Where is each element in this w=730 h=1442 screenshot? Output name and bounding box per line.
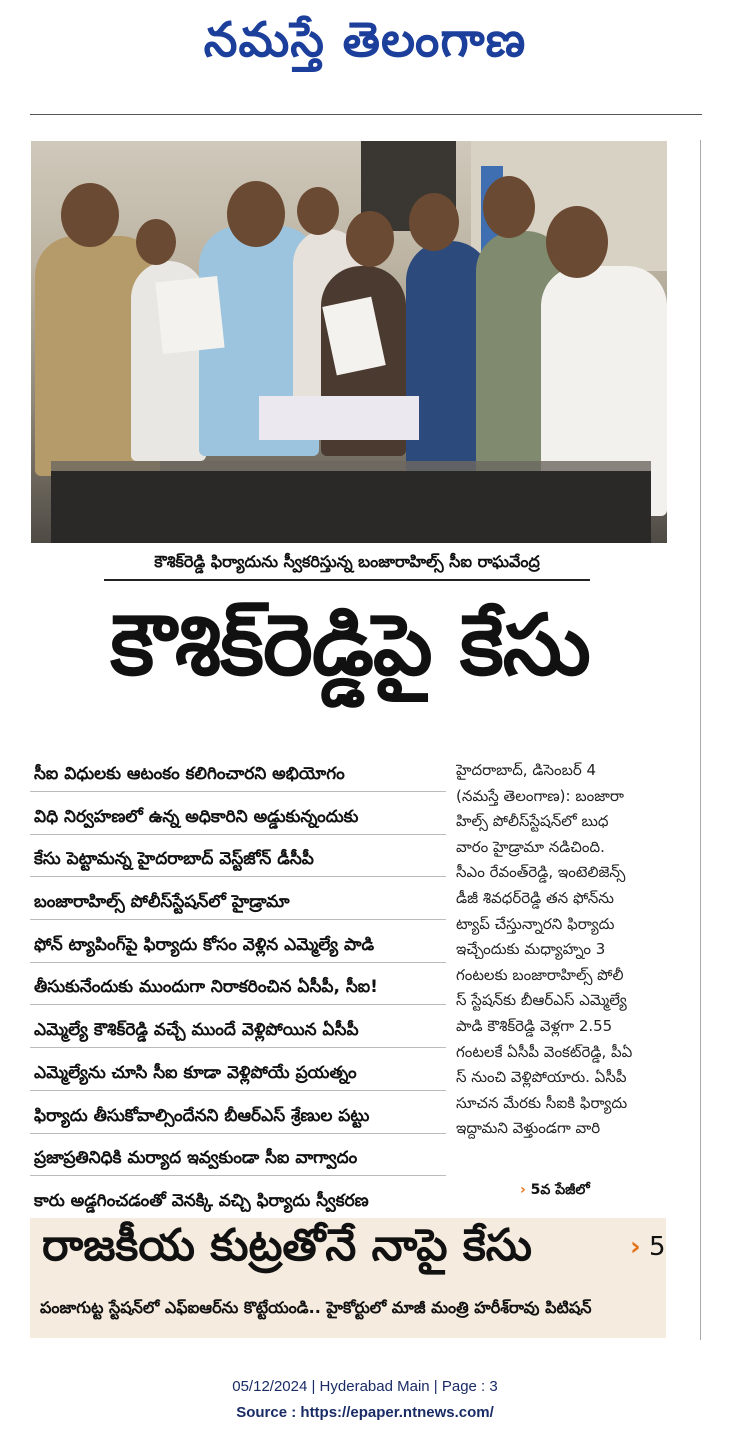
body-line: ఇచ్చేందుకు మధ్యాహ్నం 3 [456,940,606,959]
bullet-item: విధి నిర్వహణలో ఉన్న అధికారిని అడ్డుకున్నందుకు [30,801,446,835]
body-line: స్ నుంచి వెళ్లిపోయారు. ఏసీపీ [456,1068,627,1087]
masthead-rule [30,114,702,115]
footer-date-edition: 05/12/2024 | Hyderabad Main | Page : 3 [232,1378,498,1395]
body-line: ట్యాప్ చేస్తున్నారని ఫిర్యాదు [456,914,615,933]
body-line: పాడి కౌశిక్‌రెడ్డి వెళ్లగా 2.55 [456,1016,613,1035]
photo-head [227,181,285,247]
bullet-item: ఫోన్ ట్యాపింగ్‌పై ఫిర్యాదు కోసం వెళ్లిన ఎమ్మెల్యే పాడి [30,929,446,963]
footer-source[interactable]: Source : https://epaper.ntnews.com/ [236,1404,494,1421]
body-line: హిల్స్ పోలీస్‌స్టేషన్‌లో బుధ [456,812,609,831]
continued-on-page[interactable] [520,1182,590,1201]
body-line: స్ స్టేషన్‌కు బీఆర్‌ఎస్ ఎమ్మెల్యే [456,991,627,1010]
bullet-item: ఎమ్మెల్యే కౌశిక్‌రెడ్డి వచ్చే ముందే వెళ్లిపోయిన ఏసీపీ [30,1014,446,1048]
related-story-page-ref[interactable] [630,1232,666,1262]
bullet-item: సీఐ విధులకు ఆటంకం కలిగించారని అభియోగం [30,758,446,792]
body-line: వారం హైడ్రామా నడిచింది. [456,837,605,856]
body-line: (నమస్తే తెలంగాణ): బంజారా [456,786,624,805]
photo-head [297,187,339,235]
related-story-page-number: 5 [648,1232,666,1262]
photo-head [346,211,394,267]
masthead [0,0,730,110]
body-line: గంటలకు బంజారాహిల్స్ పోలీ [456,965,624,984]
bullet-item: ఎమ్మెల్యేను చూసి సీఐ కూడా వెళ్లిపోయే ప్రయత్నం [30,1057,446,1091]
related-story-headline: రాజకీయ కుట్రతోనే నాపై కేసు [42,1220,532,1271]
chevron-right-icon: › [630,1232,641,1262]
body-line: గంటలకే ఏసీపీ వెంకట్‌రెడ్డి, పీఏ [456,1042,633,1061]
photo-head [409,193,459,251]
column-rule [700,140,701,1340]
highlight-bullets [30,758,446,1228]
bullet-item: ప్రజాప్రతినిధికి మర్యాద ఇవ్వకుండా సీఐ వాగ్వాదం [30,1142,446,1176]
related-story-box [30,1218,666,1338]
body-line: హైదరాబాద్, డిసెంబర్ 4 [456,761,597,779]
bullet-item: కేసు పెట్టామన్న హైదరాబాద్ వెస్ట్‌జోన్ డీసీపీ [30,843,446,877]
photo-desk [51,471,651,543]
photo-head [483,176,535,238]
continued-label: 5వ పేజీలో [530,1182,590,1198]
bullet-item: ఫిర్యాదు తీసుకోవాల్సిందేనని బీఆర్‌ఎస్ శ్రేణుల పట్టు [30,1100,446,1134]
bullet-item: తీసుకునేందుకు ముందుగా నిరాకరించిన ఏసీపీ, సీఐ! [30,971,446,1005]
body-line: ఇద్దామని వెళ్తుండగా వారి [456,1119,601,1138]
bullet-item: కారు అడ్డగించడంతో వెనక్కి వచ్చి ఫిర్యాదు స్వీకరణ [30,1185,446,1219]
body-line: సూచన మేరకు సీఐకి ఫిర్యాదు [456,1093,628,1112]
photo-complaint-paper [155,276,224,354]
chevron-right-icon: › [520,1182,526,1198]
body-line: డీజీ శివధర్‌రెడ్డి తన ఫోన్‌ను [456,888,614,907]
newspaper-title: నమస్తే తెలంగాణ [203,12,527,68]
photo-head [546,206,608,278]
photo-files-stack [259,396,419,440]
bullet-item: బంజారాహిల్స్ పోలీస్‌స్టేషన్‌లో హైడ్రామా [30,886,446,920]
news-photo [31,141,667,543]
article-body [456,758,692,1142]
related-story-subline: పంజాగుట్ట స్టేషన్‌లో ఎఫ్‌ఐఆర్‌ను కొట్టేయండి.. హైకోర్టులో మాజీ మంత్రి హరీశ్‌రావు పిటిషన్ [40,1298,592,1317]
body-line: సీఎం రేవంత్‌రెడ్డి, ఇంటెలిజెన్స్ [456,863,626,882]
photo-head [136,219,176,265]
main-headline: కౌశిక్‌రెడ్డిపై కేసు [110,596,590,694]
photo-caption: కౌశిక్‌రెడ్డి ఫిర్యాదును స్వీకరిస్తున్న బంజారాహిల్స్ సీఐ రాఘవేంద్ర [104,552,590,581]
photo-head [61,183,119,247]
